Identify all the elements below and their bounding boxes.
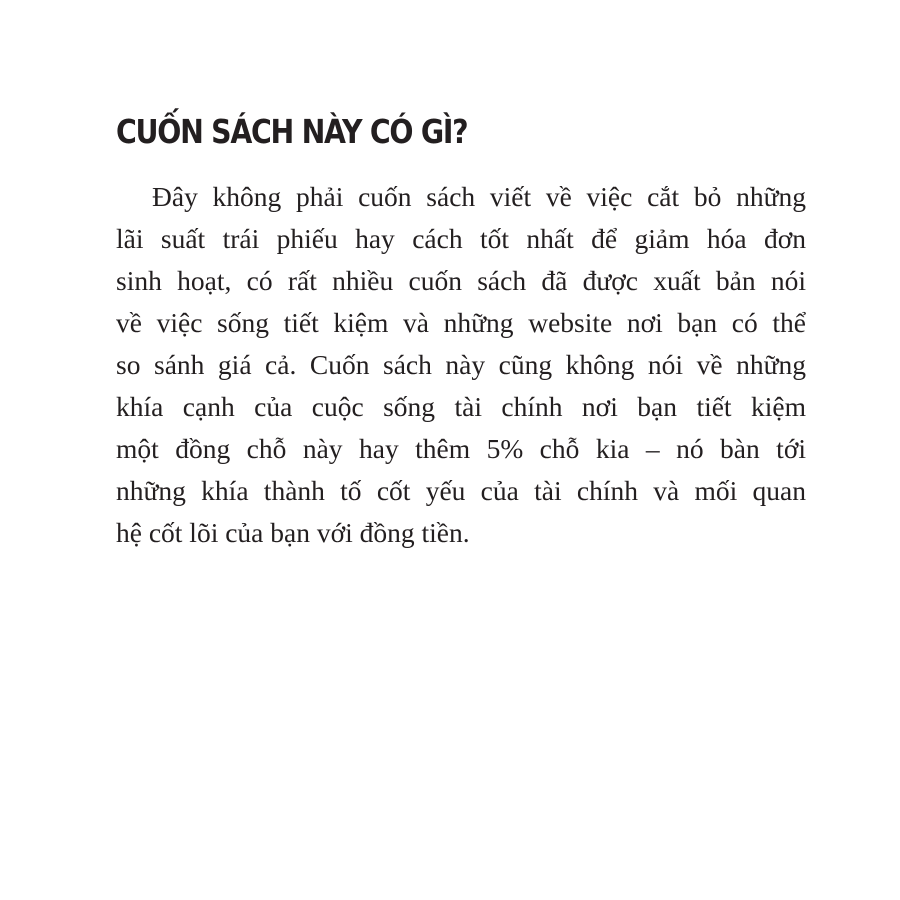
paragraph-line: những khía thành tố cốt yếu của tài chính và mối quan — [116, 475, 806, 506]
paragraph-line: về việc sống tiết kiệm và những website nơi bạn có thể — [116, 307, 806, 338]
paragraph-line: khía cạnh của cuộc sống tài chính nơi bạn tiết kiệm — [116, 391, 806, 422]
paragraph-line: Đây không phải cuốn sách viết về việc cắt bỏ những — [152, 181, 806, 212]
paragraph-line: lãi suất trái phiếu hay cách tốt nhất để giảm hóa đơn — [116, 223, 806, 254]
paragraph-line: so sánh giá cả. Cuốn sách này cũng không nói về những — [116, 349, 806, 380]
section-heading: CUỐN SÁCH NÀY CÓ GÌ? — [116, 112, 468, 151]
paragraph-line: một đồng chỗ này hay thêm 5% chỗ kia – nó bàn tới — [116, 433, 806, 464]
paragraph-line: hệ cốt lõi của bạn với đồng tiền. — [116, 517, 470, 548]
paragraph-line: sinh hoạt, có rất nhiều cuốn sách đã được xuất bản nói — [116, 265, 806, 296]
body-paragraph — [116, 176, 806, 554]
